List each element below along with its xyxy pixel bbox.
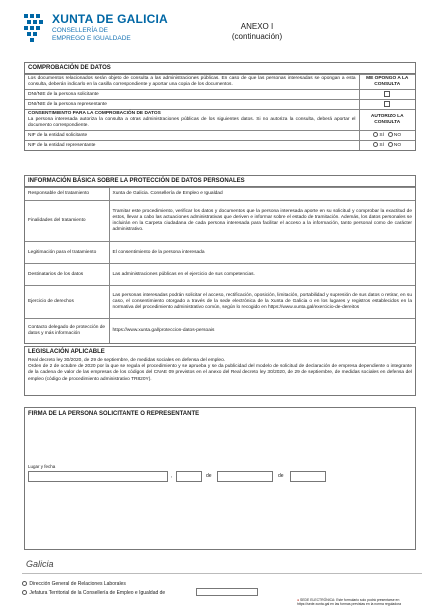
- dni-applicant-cell: [359, 89, 415, 99]
- consent-intro-title: CONSENTIMIENTO PARA LA COMPROBACIÓN DE DATOS: [28, 111, 161, 117]
- verification-table: [25, 74, 415, 150]
- privacy-value-rights: Las personas interesadas podrán solicitar el acceso, rectificación, oposición, limitación, portabilidad y supresión de sus datos o retirar, en su caso, el consentimiento otorgado a través de la sede electrónica de la Xunta de Galicia o en los lugares y registros establecidos en la normativa del procedimiento administrativo común, según lo recogido en https://www.xunta.gal/exercicio-de-dereitos: [109, 286, 415, 319]
- yes-label: SÍ: [379, 142, 384, 148]
- date-sep-comma: ,: [171, 473, 173, 479]
- page-header: [22, 10, 422, 52]
- privacy-value-contact[interactable]: https://www.xunta.gal/proteccion-datos-persoais: [109, 319, 415, 343]
- place-date-label: Lugar y fecha: [28, 464, 56, 469]
- privacy-label-legitimation: Legitimación para el tratamiento: [25, 242, 109, 264]
- privacy-label-rights: Ejercicio de derechos: [25, 286, 109, 319]
- place-input[interactable]: [28, 471, 168, 482]
- logo-sub-2: EMPREGO E IGUALDADE: [52, 34, 131, 42]
- continuation-label: (continuación): [231, 32, 283, 42]
- destination-2-label: Jefatura Territorial de la Consellería de Empleo e Igualdad de: [29, 590, 166, 596]
- nif-applicant-no-radio[interactable]: [388, 132, 393, 137]
- destination-1-radio[interactable]: [22, 581, 27, 586]
- privacy-label-purposes: Finalidades del tratamiento: [25, 201, 109, 242]
- dni-representative-label: DNI/NIE de la persona representante: [25, 100, 359, 110]
- date-sep-de-2: de: [278, 473, 284, 479]
- electronic-office-note: [297, 598, 421, 607]
- no-label: NO: [393, 133, 402, 139]
- electronic-office-mark-icon: ●: [297, 598, 300, 602]
- year-input[interactable]: [290, 471, 326, 482]
- logo-sub-1: CONSELLERÍA DE: [52, 27, 108, 34]
- annex-title: [207, 22, 307, 43]
- privacy-label-controller: Responsable del tratamiento: [25, 188, 109, 201]
- no-label: NO: [393, 142, 402, 148]
- date-sep-de-1: de: [206, 473, 212, 479]
- destination-1-label: Dirección General de Relaciones Laborales: [29, 581, 126, 587]
- privacy-value-purposes: Tramitar este procedimiento, verificar los datos y documentos que la persona interesada aporte en su solicitud y comprobar la exactitud de estos, llevar a cabo las actuaciones administrativas que deriven e informar sobre el estado de tramitación. Además, los datos personales se incluirán en la Carpeta ciudadana de cada persona interesada para facilitar el acceso a la información, tanto personal como de carácter administrativo.: [109, 201, 415, 242]
- destination-province-input[interactable]: [196, 588, 258, 596]
- legislation-title: LEGISLACIÓN APLICABLE: [28, 349, 105, 355]
- dni-representative-checkbox[interactable]: [384, 101, 390, 107]
- month-input[interactable]: [217, 471, 273, 482]
- nif-applicant-yes-radio[interactable]: [373, 132, 378, 137]
- legislation-p2: Orden de 2 de octubre de 2020 por la que se regula el procedimiento y se aprueba y se da publicidad del modelo de solicitud de declaración de empresa dependiente o integrante de la cadena de valor de las empresas de los códigos del CNAE 09 previstos en el anexo del Real decreto ley 30/2020, de 29 de septiembre, de medidas sociales en defensa del empleo (código de procedimiento administrativo TR820Y).: [28, 364, 412, 382]
- privacy-label-contact: Contacto delegado de protección de datos y más información: [25, 319, 109, 343]
- privacy-label-recipients: Destinatarios de los datos: [25, 264, 109, 286]
- dni-applicant-label: DNI/NIE de la persona solicitante: [25, 89, 359, 99]
- signature-section: [24, 407, 416, 550]
- verification-intro: Los documentos relacionados serán objeto de consulta a las administraciones públicas. En caso de que las personas interesadas se opongan a esta consulta, deberán indicarlo en la casilla correspondiente y aportar una copia de los documentos.: [25, 75, 359, 90]
- destination-1: [22, 581, 126, 587]
- verification-section: [24, 62, 416, 151]
- privacy-value-legitimation: El consentimiento de la persona interesada: [109, 242, 415, 264]
- dni-applicant-checkbox[interactable]: [384, 91, 390, 97]
- electronic-office-text: SEDE ELECTRÓNICA: Este formulario solo podrá presentarse en https://sede.xunta.gal en las formas previstas en la norma reguladora: [297, 598, 402, 607]
- signature-title: FIRMA DE LA PERSONA SOLICITANTE O REPRESENTANTE: [28, 411, 200, 417]
- dni-representative-cell: [359, 100, 415, 110]
- destination-2: [22, 590, 165, 596]
- logo-main: XUNTA DE GALICIA: [52, 12, 168, 26]
- annex-label: ANEXO I: [240, 22, 274, 31]
- privacy-value-recipients: Las administraciones públicas en el ejercicio de sus competencias.: [109, 264, 415, 286]
- oppose-header: ME OPONGO A LA CONSULTA: [359, 75, 415, 90]
- privacy-title: INFORMACIÓN BÁSICA SOBRE LA PROTECCIÓN DE DATOS PERSONALES: [25, 176, 415, 187]
- nif-representative-yes-radio[interactable]: [373, 142, 378, 147]
- nif-applicant-options: [359, 131, 415, 141]
- privacy-section: [24, 175, 416, 344]
- nif-representative-options: [359, 141, 415, 150]
- nif-applicant-label: NIF de la entidad solicitante: [25, 131, 359, 141]
- footer-divider: [22, 573, 422, 574]
- day-input[interactable]: [176, 471, 202, 482]
- authorize-header: AUTORIZO LA CONSULTA: [359, 110, 415, 131]
- legislation-p1: Real decreto ley 30/2020, de 29 de septiembre, de medidas sociales en defensa del empleo.: [28, 358, 226, 363]
- logo-text: [52, 13, 168, 43]
- consent-intro-text: La persona interesada autoriza la consulta a otras administraciones públicas de los siguientes datos. Si no autoriza la consulta, deberá aportar el documento correspondiente.: [28, 117, 356, 129]
- privacy-value-controller: Xunta de Galicia. Consellería de Empleo e Igualdad: [109, 188, 415, 201]
- galicia-footer-logo: Galicia: [26, 559, 54, 569]
- consent-intro-cell: [25, 110, 359, 131]
- yes-label: SÍ: [379, 133, 384, 139]
- xunta-logo-icon: [22, 12, 48, 46]
- privacy-table: [25, 187, 415, 343]
- verification-title: COMPROBACIÓN DE DATOS: [25, 63, 415, 74]
- nif-representative-no-radio[interactable]: [388, 142, 393, 147]
- nif-representative-label: NIF de la entidad representante: [25, 141, 359, 150]
- destination-2-radio[interactable]: [22, 590, 27, 595]
- legislation-section: [24, 346, 416, 396]
